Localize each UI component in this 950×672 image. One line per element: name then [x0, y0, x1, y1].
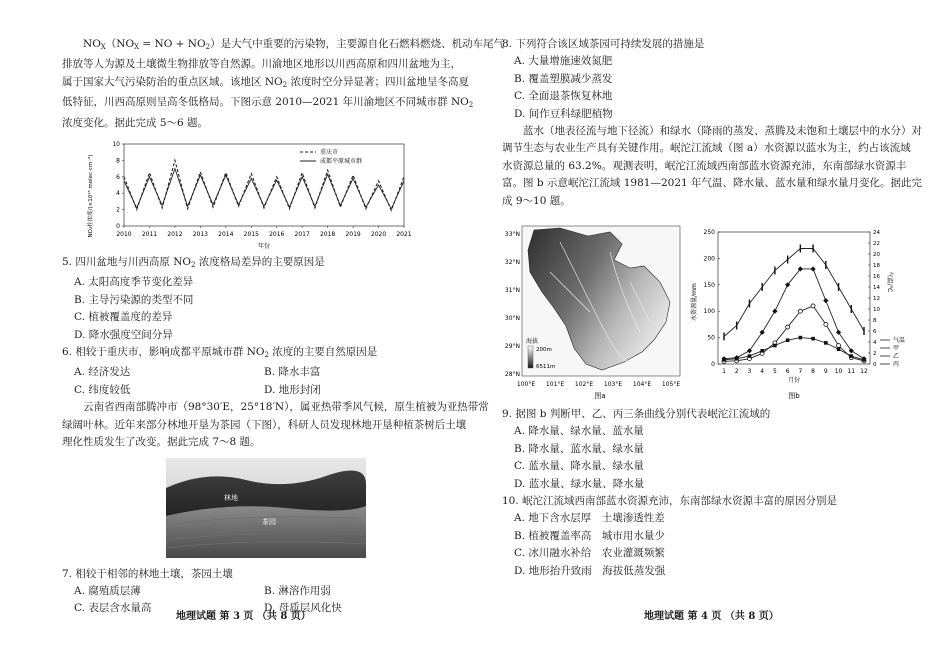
chart2-xtick-label: 4 — [760, 368, 765, 375]
chart2-ytick-left-label: 200 — [703, 255, 715, 263]
right-page — [502, 0, 923, 210]
chart1-ylabel: NO₂柱浓度/(×10¹⁵ molec·cm⁻²) — [88, 154, 94, 238]
chart2-ytick-right-label: 0 — [873, 362, 877, 368]
chart1-xtick-label: 2012 — [167, 231, 183, 239]
chart2-xtick-label: 5 — [772, 368, 777, 375]
q8-option-d[interactable]: D. 间作豆科绿肥植物 — [514, 107, 613, 120]
question-10: 10. 岷沱江流域西南部蓝水资源充沛，东南部绿水资源丰富的原因分别是 A. 地下含水层厚 土壤渗透性差 B. 植被覆盖率高 城市用水量少 C. 冰川融水补给 农业灌溉频繁 D. 地形抬升致雨 海拔低蒸发强 — [502, 493, 912, 580]
map-legend-low: 6511m — [536, 364, 556, 370]
chart2-ytick-right-label: 6 — [873, 329, 877, 335]
chart2-xtick-label: 7 — [798, 368, 803, 375]
chart1-ytick-label: 6 — [116, 173, 120, 181]
q6-option-a[interactable]: A. 经济发达 — [74, 366, 131, 379]
q7-option-c[interactable]: C. 表层含水量高 — [74, 602, 152, 615]
chart1-xtick-label: 2017 — [294, 231, 310, 239]
chart2-point-3 — [773, 344, 777, 348]
chart2-xtick-label: 1 — [722, 368, 726, 375]
chart2-ytick-right-label: 18 — [873, 263, 880, 269]
chart1-xtick-label: 2020 — [370, 231, 387, 239]
q7-option-d[interactable]: D. 母质层风化快 — [264, 602, 342, 615]
chart2-ylabel-left: 水资源量/mm — [691, 283, 698, 321]
basin-map — [490, 222, 685, 402]
q8-option-a[interactable]: A. 大量增施速效氮肥 — [514, 55, 613, 68]
chart1-xtick-label: 2019 — [345, 231, 361, 239]
q8-option-b[interactable]: B. 覆盖塑膜减少蒸发 — [514, 72, 613, 85]
chart2-legend-label: 乙 — [893, 353, 900, 360]
chart2-point-3 — [824, 341, 828, 345]
chart2-point-1 — [836, 330, 841, 335]
monthly-water-chart — [690, 222, 915, 402]
footer-page-4: 地理试题 第 4 页 （共 8 页） — [644, 611, 779, 622]
footer-page-3: 地理试题 第 3 页 （共 8 页） — [176, 611, 311, 622]
chart2-ytick-right-label: 2 — [873, 351, 877, 357]
chart2-point-3 — [799, 336, 803, 340]
right-page-lower — [502, 406, 912, 580]
q10-option-c[interactable]: C. 冰川融水补给 农业灌溉频繁 — [514, 547, 665, 560]
chart1-xtick-label: 2013 — [192, 231, 209, 239]
map-lat-label: 31°N — [504, 287, 520, 294]
map-lat-label: 28°N — [504, 371, 520, 378]
chart1-xtick-label: 2021 — [396, 231, 412, 239]
chart2-point-3 — [811, 337, 815, 341]
intro-5-6: $NO_X(NO_X$ = NO + $NO_2$）是大气中重要的污染物，主要源自化石燃料燃烧、机动车尾气 排放等人为源及土壤微生物排放等自然源。川渝地区地形以川西高原和四川盆地为主， 属于国家大气污染防治的重点区域。该地区 $NO_2$ 浓度时空分异显著；四川盆地呈冬高夏 低特征，川西高原则呈高冬低格局。下图示意 2010—2021 年川渝地区不同城市群 $NO_2$ 浓度变化。据此完成 5～6 题。 — [62, 38, 505, 129]
chart2-ylabel-right: 气温/℃ — [886, 271, 893, 293]
chart2-xtick-label: 2 — [734, 368, 739, 375]
q6-option-d[interactable]: D. 地形封闭 — [264, 383, 321, 396]
q9-option-a[interactable]: A. 降水量、绿水量、蓝水量 — [514, 425, 644, 438]
chart1-ytick-label: 10 — [112, 141, 120, 149]
chart2-point-1 — [849, 348, 854, 353]
chart2-point-1 — [823, 298, 828, 303]
chart2-ytick-left-label: 100 — [703, 308, 715, 316]
q7-option-a[interactable]: A. 腐殖质层薄 — [74, 584, 141, 597]
chart2-point-2 — [786, 325, 790, 329]
map-lat-label: 33°N — [504, 231, 520, 238]
chart2-ytick-right-label: 4 — [873, 340, 877, 346]
map-lon-label: 100°E — [516, 381, 536, 388]
map-legend-title: 海拔 — [526, 338, 539, 345]
q10-option-d[interactable]: D. 地形抬升致雨 海拔低蒸发强 — [514, 564, 666, 577]
chart1-xtick-label: 2010 — [116, 231, 132, 239]
chart2-xlabel: 月份 — [787, 377, 801, 384]
chart1-xtick-label: 2018 — [319, 231, 336, 239]
q9-option-d[interactable]: D. 蓝水量、绿水量、降水量 — [514, 477, 645, 490]
q10-option-b[interactable]: B. 植被覆盖率高 城市用水量少 — [514, 529, 665, 542]
chart2-xtick-label: 3 — [747, 368, 752, 375]
q6-option-b[interactable]: B. 降水丰富 — [264, 366, 321, 379]
chart2-series-3 — [724, 338, 864, 360]
chart2-ytick-left-label: 50 — [707, 334, 715, 342]
q10-option-a[interactable]: A. 地下含水层厚 土壤渗透性差 — [514, 512, 665, 525]
map-legend-high: 200m — [536, 347, 552, 353]
question-8: 8. 下列符合该区域茶园可持续发展的措施是 A. 大量增施速效氮肥 B. 覆盖塑膜减少蒸发 C. 全面退茶恢复林地 D. 间作豆科绿肥植物 — [502, 0, 912, 123]
chart1-series-0 — [124, 160, 404, 210]
chart2-point-3 — [722, 358, 726, 362]
chart1-ytick-label: 8 — [116, 157, 120, 165]
question-9: 9. 据图 b 判断甲、乙、丙三条曲线分别代表岷沱江流域的 A. 降水量、绿水量、蓝水量 B. 降水量、蓝水量、绿水量 C. 蓝水量、降水量、绿水量 D. 蓝水量、绿水量、降水量 — [502, 406, 912, 493]
chart2-ytick-right-label: 20 — [873, 252, 880, 258]
q9-option-c[interactable]: C. 蓝水量、降水量、绿水量 — [514, 460, 644, 473]
intro-9-10: 蓝水（地表径流与地下径流）和绿水（降雨的蒸发、蒸腾及未饱和土壤层中的水分）对 调节生态与农业生产具有关键作用。岷沱江流域（图 a）水资源以蓝水为主，约占该流域 水资源总量的 63.2%。观测表明，岷沱江流域西南部蓝水资源充沛，东南部绿水资源丰 富。图 b 示意岷沱江流域 1981—2021 年气温、降水量、蓝水量和绿水量月变化。据此完 成 9～10 题。 — [502, 125, 923, 207]
chart1-xtick-label: 2016 — [269, 231, 285, 239]
chart1-xtick-label: 2014 — [218, 231, 234, 239]
chart2-xtick-label: 12 — [860, 368, 868, 375]
chart2-ytick-right-label: 14 — [873, 285, 880, 291]
map-caption: 图a — [594, 392, 606, 400]
question-7: 7. 相较于相邻的林地土壤，茶园土壤 A. 腐殖质层薄 B. 淋溶作用弱 C. 表层含水量高 D. 母质层风化快 — [62, 566, 462, 618]
chart2-ytick-right-label: 22 — [873, 241, 880, 247]
chart2-point-3 — [837, 347, 841, 351]
q5-option-b[interactable]: B. 主导污染源的类型不同 — [74, 293, 194, 306]
chart1-ytick-label: 2 — [116, 206, 120, 214]
chart1-xlabel: 年份 — [257, 243, 271, 251]
chart2-point-3 — [748, 354, 752, 358]
chart2-ytick-left-label: 150 — [703, 281, 715, 289]
chart2-point-3 — [735, 357, 739, 361]
map-lon-label: 103°E — [603, 381, 623, 388]
chart2-ytick-right-label: 12 — [873, 296, 880, 302]
chart2-series-1 — [724, 269, 864, 359]
chart2-point-3 — [849, 354, 853, 358]
chart2-point-2 — [837, 344, 841, 348]
q9-option-b[interactable]: B. 降水量、蓝水量、绿水量 — [514, 442, 644, 455]
chart1-legend — [300, 148, 362, 165]
chart2-legend-label: 甲 — [893, 345, 900, 352]
legend-chongqing: 重庆市 — [320, 149, 339, 157]
chart2-point-1 — [747, 348, 752, 353]
chart2-caption: 图b — [788, 392, 800, 400]
chart1-ytick-label: 4 — [116, 190, 120, 198]
map-lon-label: 102°E — [574, 381, 594, 388]
chart1-xtick-label: 2011 — [141, 231, 158, 239]
intro-7-8: 云南省西南部腾冲市（98°30′E，25°18′N），属亚热带季风气候，原生植被为亚热带常 绿阔叶林。近年来部分林地开垦为茶园（下图），科研人员发现林地开垦种植茶树后土壤 理化性质发生了改变。据此完成 7～8 题。 — [62, 401, 489, 449]
chart2-ytick-right-label: 8 — [873, 318, 877, 324]
chart2-xtick-label: 9 — [823, 368, 828, 375]
chart2-point-1 — [810, 266, 815, 271]
map-lat-label: 30°N — [504, 315, 520, 322]
chart2-point-2 — [798, 309, 802, 313]
chart2-xtick-label: 11 — [847, 368, 856, 375]
map-lat-label: 29°N — [504, 343, 520, 350]
chart2-xtick-label: 6 — [785, 368, 790, 375]
map-lat-label: 32°N — [504, 259, 520, 266]
q8-option-c[interactable]: C. 全面退茶恢复林地 — [514, 90, 613, 103]
tea-garden-photo — [166, 458, 366, 558]
question-6: 6. 相较于重庆市，影响成都平原城市群 $NO_2$ 浓度的主要自然原因是 A. 经济发达 B. 降水丰富 C. 纬度较低 D. 地形封闭 — [62, 344, 462, 399]
chart2-xtick-label: 8 — [811, 368, 816, 375]
left-page — [62, 0, 505, 618]
chart2-ytick-right-label: 24 — [873, 230, 880, 236]
q7-option-b[interactable]: B. 淋溶作用弱 — [264, 584, 331, 597]
chart1-xtick-label: 2015 — [243, 231, 259, 239]
no2-line-chart — [84, 138, 424, 250]
chart1-ytick-label: 0 — [116, 223, 120, 231]
chart1-series-1 — [124, 169, 404, 209]
q6-option-c[interactable]: C. 纬度较低 — [74, 383, 131, 396]
chart2-point-2 — [824, 322, 828, 326]
chart2-ytick-left-label: 250 — [703, 229, 715, 236]
chart2-legend — [880, 336, 905, 368]
q5-option-d[interactable]: D. 降水强度空间分异 — [74, 328, 173, 341]
q5-option-a[interactable]: A. 太阳高度季节变化差异 — [74, 276, 194, 289]
map-lon-label: 105°E — [661, 381, 681, 388]
chart2-ytick-right-label: 10 — [873, 307, 880, 313]
legend-chengdu: 成都平原城市群 — [320, 158, 363, 166]
question-5: 5. 四川盆地与川西高原 $NO_2$ 浓度格局差异的主要原因是 A. 太阳高度季节变化差异 B. 主导污染源的类型不同 C. 植被覆盖度的差异 D. 降水强度空间分异 — [62, 254, 462, 344]
chart2-point-1 — [772, 309, 777, 314]
chart2-ytick-right-label: 16 — [873, 274, 880, 280]
chart2-point-2 — [811, 304, 815, 308]
chart2-legend-label: 气温 — [893, 337, 906, 344]
q5-option-c[interactable]: C. 植被覆盖度的差异 — [74, 311, 173, 324]
chart2-ytick-left-label: 0 — [711, 361, 715, 368]
chart2-point-3 — [862, 358, 866, 362]
map-lon-label: 101°E — [545, 381, 565, 388]
chart2-legend-label: 丙 — [893, 361, 900, 368]
chart2-series-0 — [724, 249, 864, 337]
photo-label-forest: 林地 — [224, 493, 238, 502]
chart2-xtick-label: 10 — [834, 368, 843, 375]
photo-label-tea: 茶园 — [262, 517, 276, 526]
map-lon-label: 104°E — [632, 381, 652, 388]
chart2-point-3 — [760, 349, 764, 353]
chart2-point-3 — [786, 338, 790, 342]
chart2-point-1 — [760, 330, 765, 335]
